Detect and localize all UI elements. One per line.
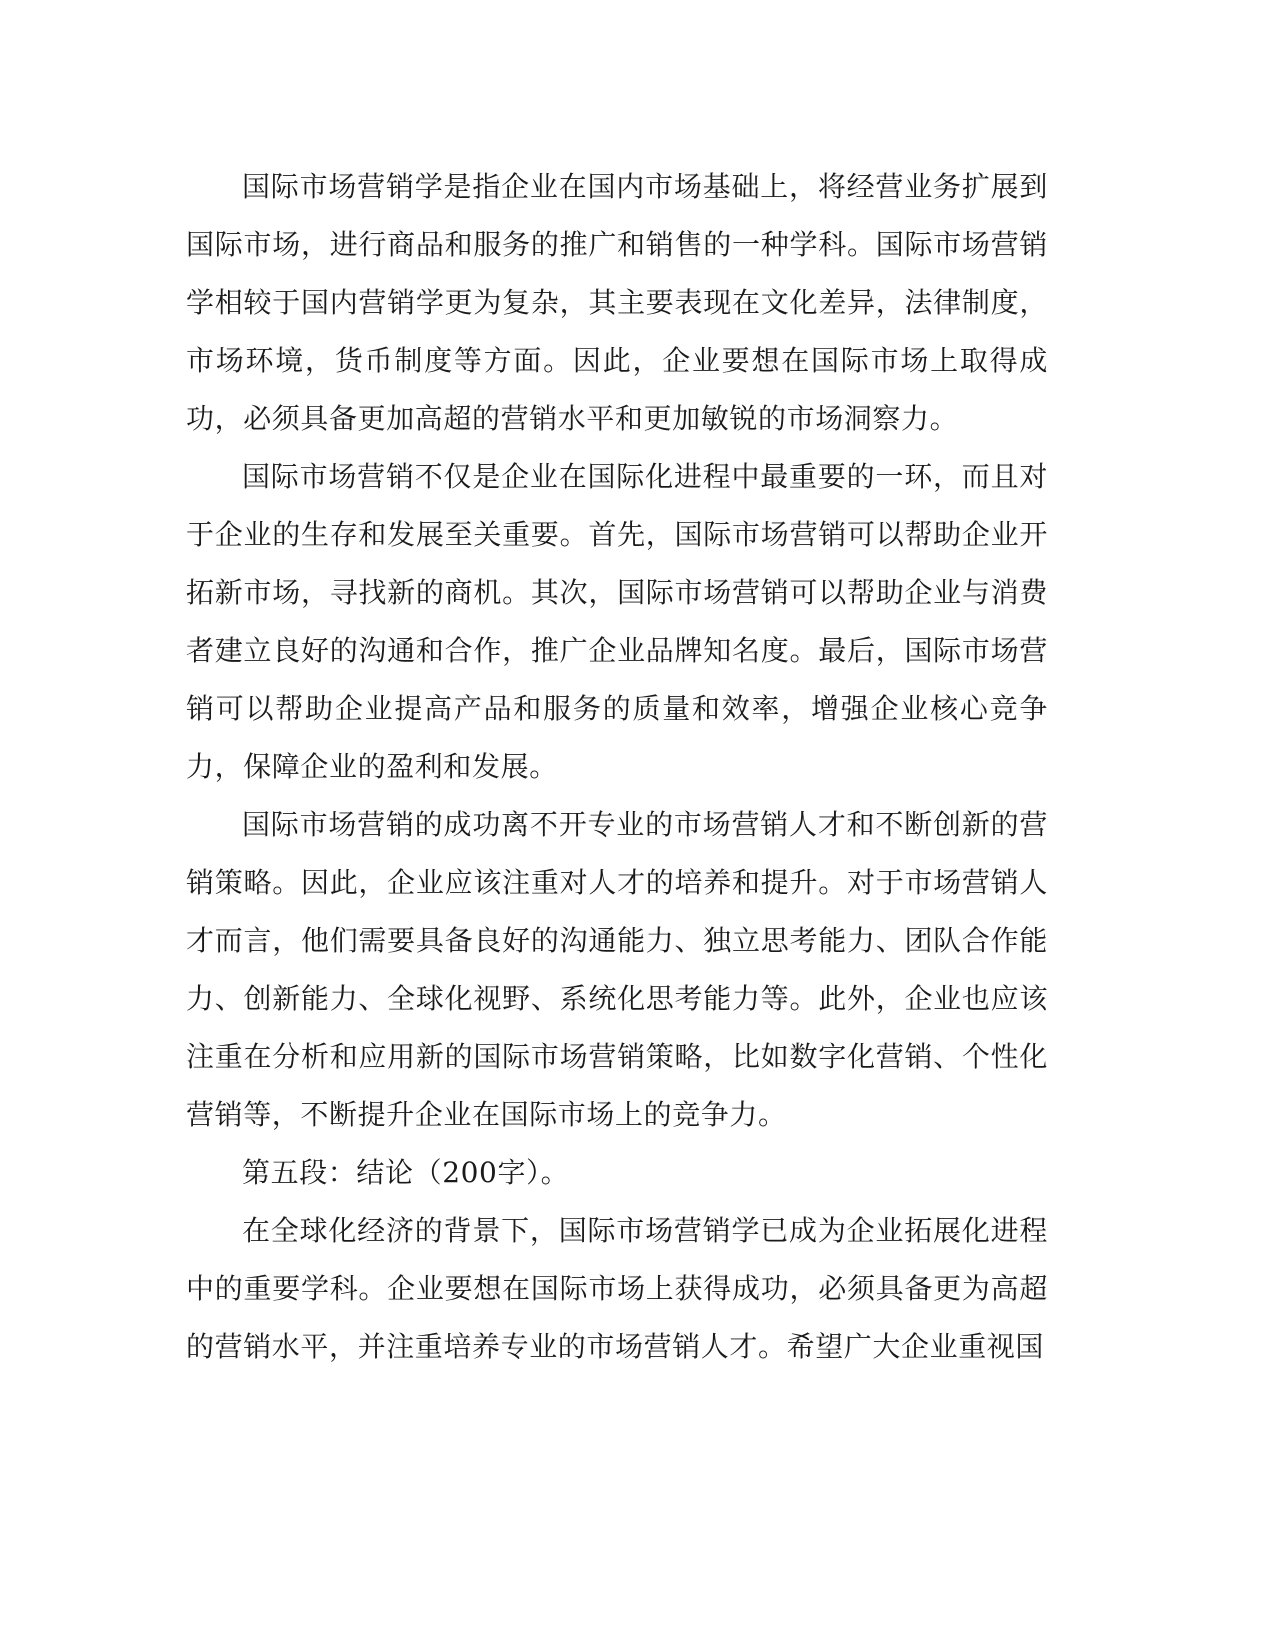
- paragraph-5: 在全球化经济的背景下，国际市场营销学已成为企业拓展化进程中的重要学科。企业要想在国际市场上获得成功，必须具备更为高超的营销水平，并注重培养专业的市场营销人才。希望广大企业重视国: [186, 1214, 1048, 1363]
- paragraph-1: 国际市场营销学是指企业在国内市场基础上，将经营业务扩展到国际市场，进行商品和服务的推广和销售的一种学科。国际市场营销学相较于国内营销学更为复杂，其主要表现在文化差异，法律制度，市场环境，货币制度等方面。因此，企业要想在国际市场上取得成功，必须具备更加高超的营销水平和更加敏锐的市场洞察力。: [186, 170, 1048, 435]
- paragraph-3: 国际市场营销的成功离不开专业的市场营销人才和不断创新的营销策略。因此，企业应该注重对人才的培养和提升。对于市场营销人才而言，他们需要具备良好的沟通能力、独立思考能力、团队合作能力、创新能力、全球化视野、系统化思考能力等。此外，企业也应该注重在分析和应用新的国际市场营销策略，比如数字化营销、个性化营销等，不断提升企业在国际市场上的竞争力。: [186, 808, 1048, 1131]
- paragraph-2: 国际市场营销不仅是企业在国际化进程中最重要的一环，而且对于企业的生存和发展至关重要。首先，国际市场营销可以帮助企业开拓新市场，寻找新的商机。其次，国际市场营销可以帮助企业与消费者建立良好的沟通和合作，推广企业品牌知名度。最后，国际市场营销可以帮助企业提高产品和服务的质量和效率，增强企业核心竞争力，保障企业的盈利和发展。: [186, 460, 1048, 783]
- document-body: [186, 158, 1048, 1376]
- section-heading-conclusion: 第五段：结论（200字）。: [242, 1156, 570, 1189]
